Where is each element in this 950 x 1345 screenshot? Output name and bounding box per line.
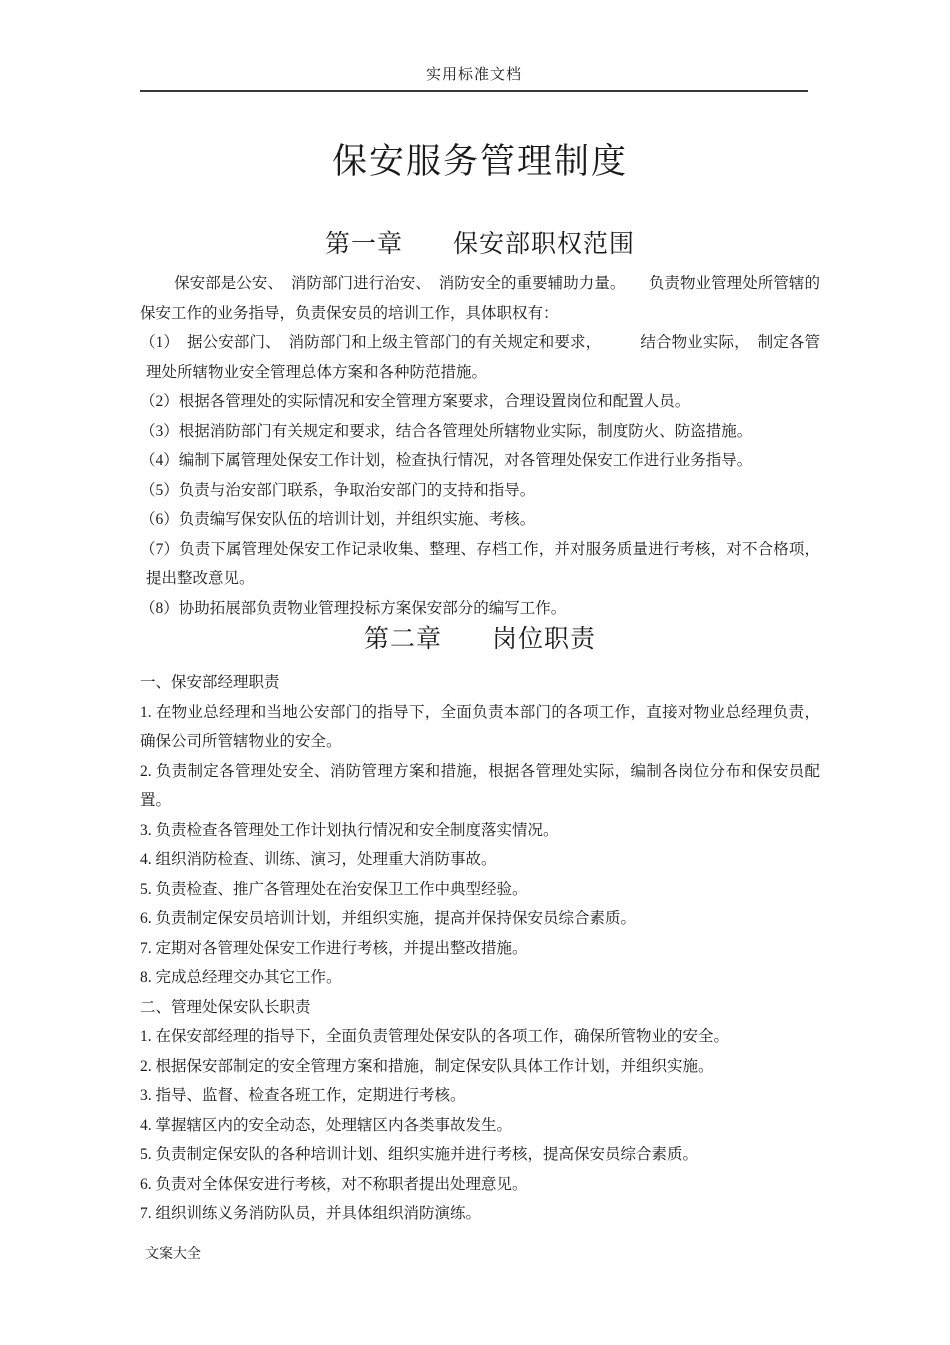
list-item: 5. 负责制定保安队的各种培训计划、组织实施并进行考核，提高保安员综合素质。 [140, 1146, 699, 1163]
list-item: 7. 定期对各管理处保安工作进行考核，并提出整改措施。 [140, 939, 528, 957]
list-item: 1. 在物业总经理和当地公安部门的指导下，全面负责本部门的各项工作，直接对物业总经理负责，确保公司所管辖物业的安全。 [140, 703, 820, 750]
section1-title: 一、保安部经理职责 [140, 674, 280, 691]
chapter1-intro-paragraph: 保安部是公安、 消防部门进行治安、 消防安全的重要辅助力量。 负责物业管理处所管辖的保安工作的业务指导，负责保安员的培训工作，具体职权有： [140, 275, 820, 322]
list-item: 2. 根据保安部制定的安全管理方案和措施，制定保安队具体工作计划，并组织实施。 [140, 1057, 714, 1075]
header-divider [140, 90, 808, 92]
chapter1-number: 第一章 [324, 231, 403, 258]
page-title: 保安服务管理制度 [331, 142, 628, 182]
list-item: （8）协助拓展部负责物业管理投标方案保安部分的编写工作。 [140, 599, 567, 617]
chapter1-heading [140, 228, 820, 261]
chapter1-name: 保安部职权范围 [453, 231, 636, 258]
list-item: 1. 在保安部经理的指导下，全面负责管理处保安队的各项工作，确保所管物业的安全。 [140, 1028, 730, 1045]
list-item: （4）编制下属管理处保安工作计划，检查执行情况，对各管理处保安工作进行业务指导。 [140, 452, 753, 469]
list-item: （3）根据消防部门有关规定和要求，结合各管理处所辖物业实际，制度防火、防盗措施。 [140, 422, 753, 440]
footer-label: 文案大全 [145, 1247, 201, 1262]
list-item: 2. 负责制定各管理处安全、消防管理方案和措施，根据各管理处实际，编制各岗位分布和保安员配置。 [140, 762, 820, 809]
list-item: 3. 负责检查各管理处工作计划执行情况和安全制度落实情况。 [140, 821, 559, 839]
chapter2-number: 第二章 [363, 626, 442, 653]
list-item: （1） 据公安部门、 消防部门和上级主管部门的有关规定和要求， 结合物业实际， 制定各管理处所辖物业安全管理总体方案和各种防范措施。 [140, 334, 820, 381]
list-item: 3. 指导、监督、检查各班工作，定期进行考核。 [140, 1087, 466, 1104]
list-item: （7）负责下属管理处保安工作记录收集、整理、存档工作，并对服务质量进行考核，对不合格项，提出整改意见。 [140, 540, 820, 587]
section2-title: 二、管理处保安队长职责 [140, 998, 311, 1016]
list-item: 8. 完成总经理交办其它工作。 [140, 969, 342, 986]
running-header-label: 实用标准文档 [425, 67, 522, 83]
list-item: 4. 掌握辖区内的安全动态，处理辖区内各类事故发生。 [140, 1116, 513, 1134]
list-item: 6. 负责制定保安员培训计划，并组织实施，提高并保持保安员综合素质。 [140, 910, 637, 927]
list-item: 4. 组织消防检查、训练、演习，处理重大消防事故。 [140, 851, 497, 868]
document-body [140, 228, 820, 1229]
list-item: 7. 组织训练义务消防队员，并具体组织消防演练。 [140, 1205, 482, 1222]
list-item: 6. 负责对全体保安进行考核，对不称职者提出处理意见。 [140, 1175, 528, 1193]
list-item: （5）负责与治安部门联系，争取治安部门的支持和指导。 [140, 481, 536, 499]
chapter2-heading [140, 623, 820, 656]
list-item: （2）根据各管理处的实际情况和安全管理方案要求，合理设置岗位和配置人员。 [140, 393, 691, 410]
list-item: （6）负责编写保安队伍的培训计划，并组织实施、考核。 [140, 511, 536, 528]
list-item: 5. 负责检查、推广各管理处在治安保卫工作中典型经验。 [140, 880, 528, 898]
chapter2-name: 岗位职责 [492, 626, 597, 653]
